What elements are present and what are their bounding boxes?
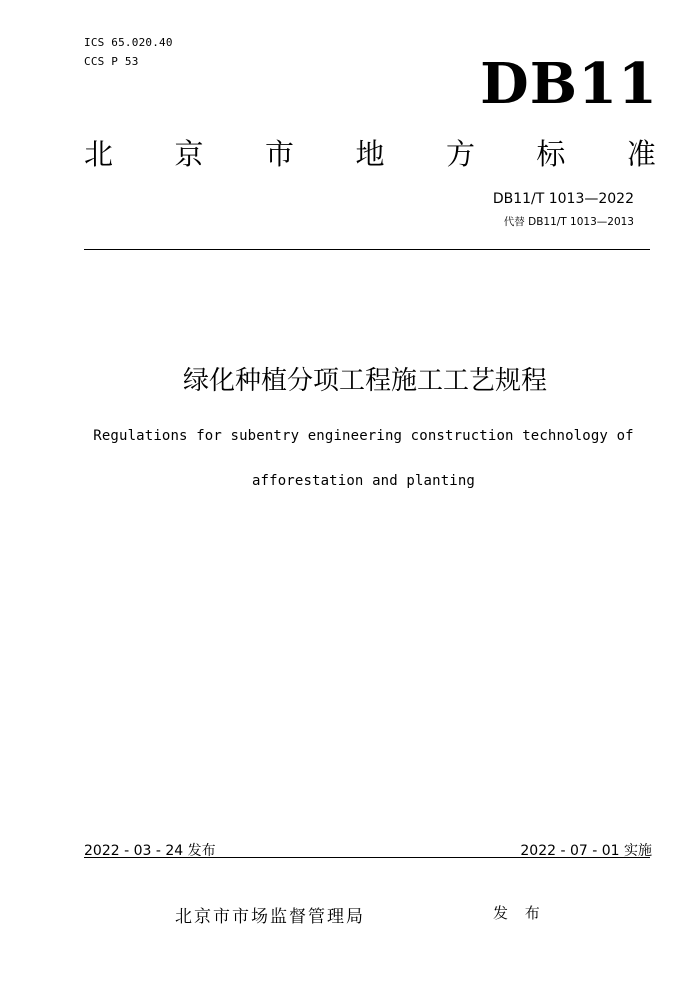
- standard-number: DB11/T 1013—2022: [492, 191, 634, 207]
- standard-type-char: 方: [445, 137, 475, 171]
- ics-code: ICS 65.020.40: [84, 36, 173, 49]
- standard-type-char: 京: [174, 137, 204, 171]
- db11-standard-mark: DB11: [480, 51, 658, 117]
- standard-type-char: 准: [626, 137, 656, 171]
- standard-type-title: [84, 136, 656, 172]
- standard-type-char: 市: [264, 137, 294, 171]
- implementation-date: 2022 - 07 - 01 实施: [520, 843, 652, 859]
- issuing-authority: 北京市市场监督管理局: [175, 907, 365, 927]
- standard-type-char: 标: [536, 137, 566, 171]
- issue-label: 发 布: [493, 904, 546, 922]
- standard-type-char: 北: [84, 137, 114, 171]
- standard-type-char: 地: [355, 137, 385, 171]
- top-divider: [84, 249, 650, 250]
- document-title-en-line1: Regulations for subentry engineering construction technology of: [93, 428, 634, 444]
- issue-date: 2022 - 03 - 24 发布: [84, 843, 216, 859]
- document-title-cn: 绿化种植分项工程施工工艺规程: [182, 366, 547, 396]
- ccs-code: CCS P 53: [84, 55, 139, 68]
- bottom-divider: [84, 857, 650, 858]
- document-title-en-line2: afforestation and planting: [251, 473, 476, 489]
- replaces-standard: 代替 DB11/T 1013—2013: [503, 216, 634, 228]
